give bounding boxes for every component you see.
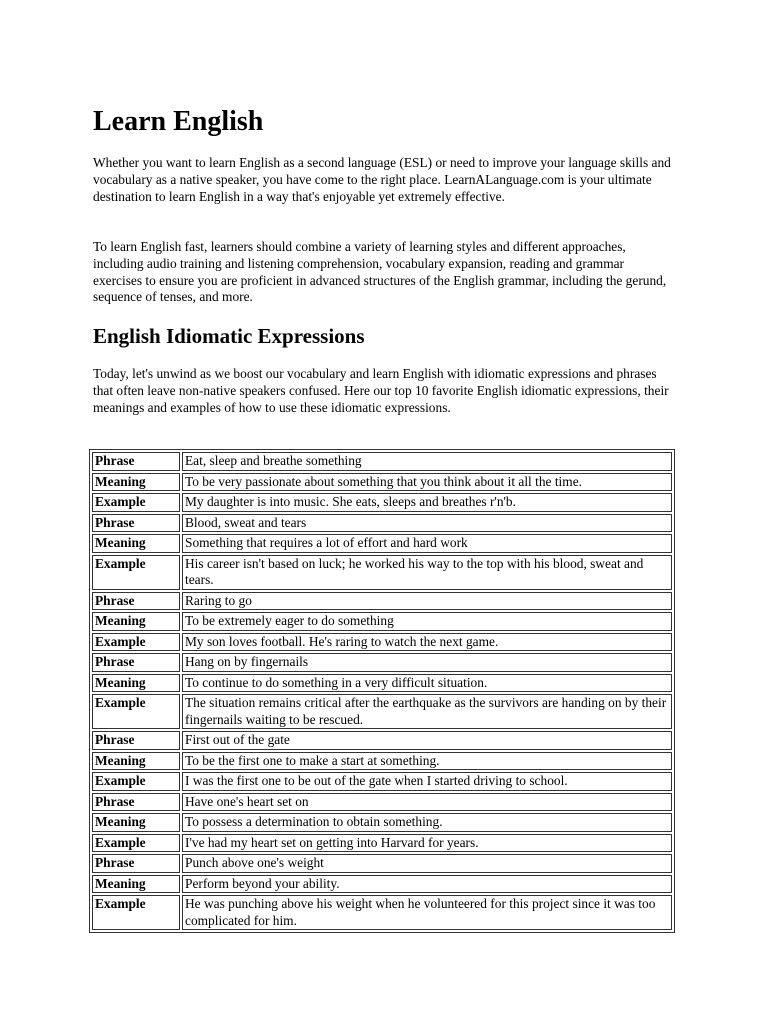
phrase-label-cell: Phrase xyxy=(92,731,180,750)
phrase-value-cell: First out of the gate xyxy=(182,731,672,750)
example-value-cell: His career isn't based on luck; he worked his way to the top with his blood, sweat and tears. xyxy=(182,555,672,590)
table-row xyxy=(92,694,672,729)
table-row xyxy=(92,653,672,672)
table-row xyxy=(92,674,672,693)
example-label-cell: Example xyxy=(92,633,180,652)
example-value-cell: The situation remains critical after the earthquake as the survivors are handing on by their fingernails waiting to be rescued. xyxy=(182,694,672,729)
table-row xyxy=(92,514,672,533)
phrase-label-cell: Phrase xyxy=(92,653,180,672)
intro-paragraph-1: Whether you want to learn English as a second language (ESL) or need to improve your language skills and vocabulary as a native speaker, you have come to the right place. LearnALanguage.com is your ultimate destination to learn English in a way that's enjoyable yet extremely effective. xyxy=(93,155,671,204)
meaning-label-cell: Meaning xyxy=(92,674,180,693)
example-label-cell: Example xyxy=(92,772,180,791)
idioms-table xyxy=(89,449,675,933)
page-title: Learn English xyxy=(93,106,264,137)
example-value-cell: My son loves football. He's raring to watch the next game. xyxy=(182,633,672,652)
phrase-value-cell: Hang on by fingernails xyxy=(182,653,672,672)
phrase-label-cell: Phrase xyxy=(92,854,180,873)
table-row xyxy=(92,813,672,832)
example-value-cell: My daughter is into music. She eats, sleeps and breathes r'n'b. xyxy=(182,493,672,512)
meaning-label-cell: Meaning xyxy=(92,612,180,631)
table-row xyxy=(92,633,672,652)
meaning-value-cell: To be the first one to make a start at something. xyxy=(182,752,672,771)
table-row xyxy=(92,854,672,873)
meaning-value-cell: To be very passionate about something that you think about it all the time. xyxy=(182,473,672,492)
table-row xyxy=(92,834,672,853)
meaning-value-cell: To be extremely eager to do something xyxy=(182,612,672,631)
meaning-value-cell: Perform beyond your ability. xyxy=(182,875,672,894)
intro-paragraph-2: To learn English fast, learners should combine a variety of learning styles and different approaches, including audio training and listening comprehension, vocabulary expansion, reading and grammar exercises to ensure you are proficient in advanced structures of the English grammar, including the gerund, sequence of tenses, and more. xyxy=(93,239,667,305)
table-row xyxy=(92,473,672,492)
meaning-label-cell: Meaning xyxy=(92,875,180,894)
table-row xyxy=(92,752,672,771)
example-label-cell: Example xyxy=(92,694,180,729)
meaning-label-cell: Meaning xyxy=(92,752,180,771)
phrase-label-cell: Phrase xyxy=(92,452,180,471)
table-row xyxy=(92,772,672,791)
table-row xyxy=(92,534,672,553)
meaning-value-cell: To possess a determination to obtain something. xyxy=(182,813,672,832)
phrase-value-cell: Punch above one's weight xyxy=(182,854,672,873)
phrase-label-cell: Phrase xyxy=(92,592,180,611)
example-value-cell: I've had my heart set on getting into Harvard for years. xyxy=(182,834,672,853)
section-heading: English Idiomatic Expressions xyxy=(93,324,365,348)
table-row xyxy=(92,592,672,611)
table-row xyxy=(92,793,672,812)
example-label-cell: Example xyxy=(92,555,180,590)
table-row xyxy=(92,493,672,512)
example-label-cell: Example xyxy=(92,493,180,512)
table-row xyxy=(92,555,672,590)
example-value-cell: I was the first one to be out of the gate when I started driving to school. xyxy=(182,772,672,791)
table-row xyxy=(92,731,672,750)
meaning-label-cell: Meaning xyxy=(92,534,180,553)
table-row xyxy=(92,612,672,631)
table-row xyxy=(92,452,672,471)
phrase-value-cell: Raring to go xyxy=(182,592,672,611)
example-label-cell: Example xyxy=(92,834,180,853)
table-row xyxy=(92,895,672,930)
table-row xyxy=(92,875,672,894)
meaning-label-cell: Meaning xyxy=(92,813,180,832)
meaning-label-cell: Meaning xyxy=(92,473,180,492)
phrase-value-cell: Eat, sleep and breathe something xyxy=(182,452,672,471)
phrase-label-cell: Phrase xyxy=(92,793,180,812)
phrase-label-cell: Phrase xyxy=(92,514,180,533)
example-value-cell: He was punching above his weight when he volunteered for this project since it was too complicated for him. xyxy=(182,895,672,930)
section-intro: Today, let's unwind as we boost our vocabulary and learn English with idiomatic expressions and phrases that often leave non-native speakers confused. Here our top 10 favorite English idiomatic expressions, their meanings and examples of how to use these idiomatic expressions. xyxy=(93,366,669,415)
phrase-value-cell: Have one's heart set on xyxy=(182,793,672,812)
meaning-value-cell: Something that requires a lot of effort and hard work xyxy=(182,534,672,553)
example-label-cell: Example xyxy=(92,895,180,930)
meaning-value-cell: To continue to do something in a very difficult situation. xyxy=(182,674,672,693)
phrase-value-cell: Blood, sweat and tears xyxy=(182,514,672,533)
idioms-table-body xyxy=(92,452,672,930)
